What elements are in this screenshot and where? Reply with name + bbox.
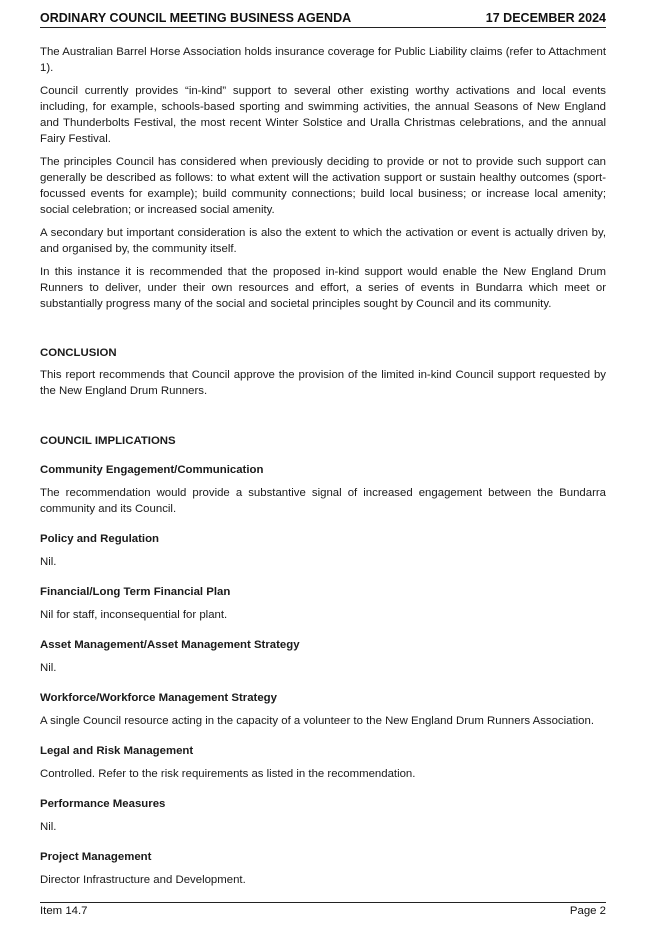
conclusion-text: This report recommends that Council approve the provision of the limited in-kind Council support requested by the New England Drum Runners. bbox=[40, 369, 606, 397]
agenda-title: ORDINARY COUNCIL MEETING BUSINESS AGENDA bbox=[40, 11, 352, 25]
implication-heading: Performance Measures bbox=[40, 798, 166, 810]
implication-text: Nil. bbox=[40, 662, 57, 674]
page-footer bbox=[40, 905, 606, 917]
implication-text: Director Infrastructure and Development. bbox=[40, 874, 246, 886]
implication-heading: Project Management bbox=[40, 851, 152, 863]
council-implications-heading: COUNCIL IMPLICATIONS bbox=[40, 435, 176, 447]
body-paragraph: In this instance it is recommended that the proposed in-kind support would enable the New England Drum Runners to deliver, under their own resources and effort, a series of events in Bundarra which meet or substantially progress many of the social and societal principles sought by Council and its community. bbox=[40, 266, 606, 310]
body-paragraph: The principles Council has considered when previously deciding to provide or not to provide such support can generally be described as follows: to what extent will the activation support or sustain healthy outcomes (sport-focussed events for example); build community connections; build local business; or increase local amenity; social celebration; or increased social amenity. bbox=[40, 156, 606, 216]
footer-divider bbox=[40, 902, 606, 903]
header-divider bbox=[40, 27, 606, 28]
body-paragraph: The Australian Barrel Horse Association holds insurance coverage for Public Liability claims (refer to Attachment 1). bbox=[40, 46, 606, 74]
body-paragraph: Council currently provides “in-kind” support to several other existing worthy activations and local events including, for example, schools-based sporting and swimming activities, the annual Seasons of New England and Thunderbolts Festival, the most recent Winter Solstice and Uralla Christmas celebrations, and the annual Fairy Festival. bbox=[40, 85, 606, 145]
implication-text: A single Council resource acting in the capacity of a volunteer to the New England Drum Runners Association. bbox=[40, 715, 595, 727]
implication-heading: Legal and Risk Management bbox=[40, 745, 194, 757]
implication-text: Nil for staff, inconsequential for plant. bbox=[40, 609, 228, 621]
document-body bbox=[40, 44, 606, 902]
body-paragraph: A secondary but important consideration is also the extent to which the activation or event is actually driven by, and organised by, the community itself. bbox=[40, 227, 606, 255]
implication-heading: Community Engagement/Communication bbox=[40, 464, 264, 476]
item-number: Item 14.7 bbox=[40, 905, 88, 917]
implication-text: Controlled. Refer to the risk requirements as listed in the recommendation. bbox=[40, 768, 416, 780]
implication-heading: Policy and Regulation bbox=[40, 533, 159, 545]
implication-text: Nil. bbox=[40, 556, 57, 568]
page-number: Page 2 bbox=[569, 905, 606, 917]
implication-heading: Asset Management/Asset Management Strategy bbox=[40, 639, 300, 651]
implication-heading: Workforce/Workforce Management Strategy bbox=[40, 692, 277, 704]
implication-text: Nil. bbox=[40, 821, 57, 833]
implication-heading: Financial/Long Term Financial Plan bbox=[40, 586, 231, 598]
meeting-date: 17 DECEMBER 2024 bbox=[485, 11, 606, 25]
page-header bbox=[40, 8, 606, 28]
conclusion-heading: CONCLUSION bbox=[40, 347, 117, 359]
implication-text: The recommendation would provide a substantive signal of increased engagement between the Bundarra community and its Council. bbox=[40, 487, 606, 515]
